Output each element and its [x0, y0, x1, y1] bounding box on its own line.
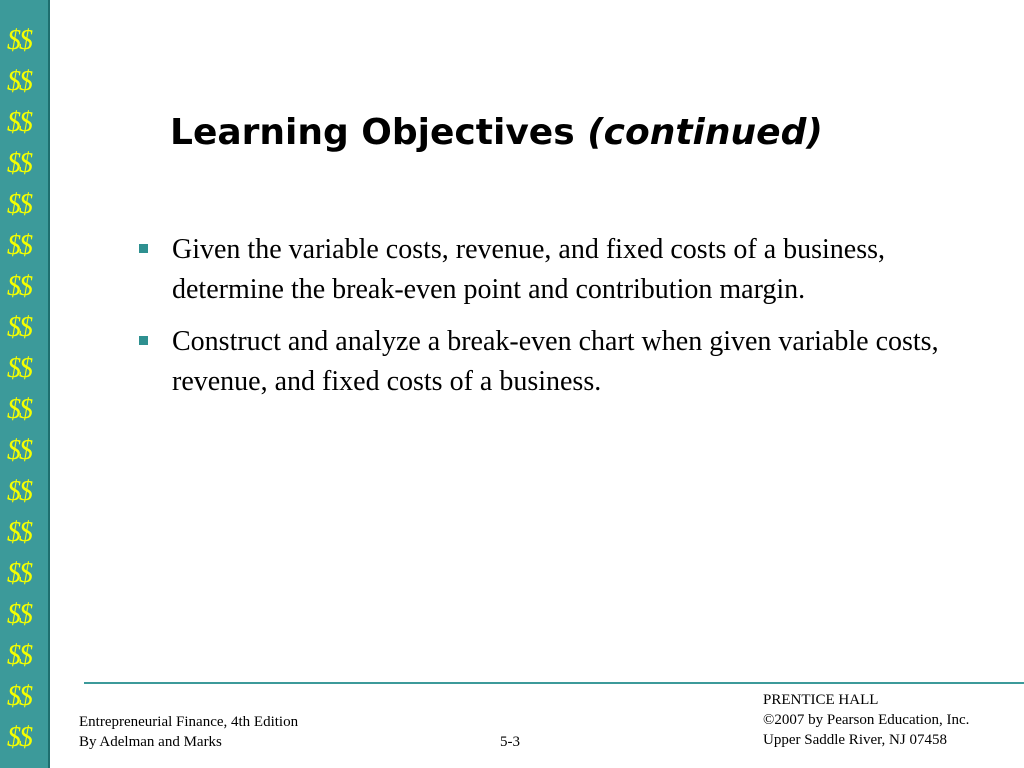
square-bullet-icon [139, 336, 148, 345]
dollar-sign-icon: $$ [7, 312, 31, 343]
bullet-item [132, 322, 972, 402]
bullet-list [132, 230, 972, 414]
slide-title [170, 108, 823, 158]
bullet-item [132, 230, 972, 310]
footer-divider [84, 682, 1024, 684]
dollar-sign-icon: $$ [7, 189, 31, 220]
slide-title-text: Learning Objectives [170, 112, 575, 153]
slide-title-suffix: (continued) [587, 112, 823, 153]
dollar-sign-icon: $$ [7, 66, 31, 97]
dollar-sign-icon: $$ [7, 230, 31, 261]
dollar-sign-icon: $$ [7, 271, 31, 302]
footer-publisher-info [763, 690, 969, 750]
dollar-sign-icon: $$ [7, 558, 31, 589]
square-bullet-icon [139, 244, 148, 253]
dollar-sign-icon: $$ [7, 25, 31, 56]
footer-copyright: ©2007 by Pearson Education, Inc. [763, 712, 970, 728]
page-number: 5-3 [500, 734, 520, 750]
dollar-sign-icon: $$ [7, 476, 31, 507]
bullet-text: Given the variable costs, revenue, and fixed costs of a business, determine the break-even point and contribution margin. [172, 234, 886, 305]
dollar-sign-icon: $$ [7, 353, 31, 384]
footer-book-info [79, 712, 298, 752]
dollar-sign-icon: $$ [7, 517, 31, 548]
dollar-sign-icon: $$ [7, 599, 31, 630]
dollar-sign-icon: $$ [7, 148, 31, 179]
footer-address: Upper Saddle River, NJ 07458 [763, 732, 947, 748]
dollar-sign-icon: $$ [7, 722, 31, 753]
dollar-sign-icon: $$ [7, 394, 31, 425]
dollar-sign-sidebar [0, 0, 50, 768]
dollar-sign-icon: $$ [7, 640, 31, 671]
dollar-sign-icon: $$ [7, 107, 31, 138]
footer-book-title: Entrepreneurial Finance, 4th Edition [79, 714, 299, 730]
bullet-text: Construct and analyze a break-even chart when given variable costs, revenue, and fixed costs of a business. [172, 326, 939, 397]
dollar-sign-icon: $$ [7, 435, 31, 466]
footer-publisher: PRENTICE HALL [763, 692, 879, 708]
dollar-sign-icon: $$ [7, 681, 31, 712]
footer-authors: By Adelman and Marks [79, 734, 222, 750]
